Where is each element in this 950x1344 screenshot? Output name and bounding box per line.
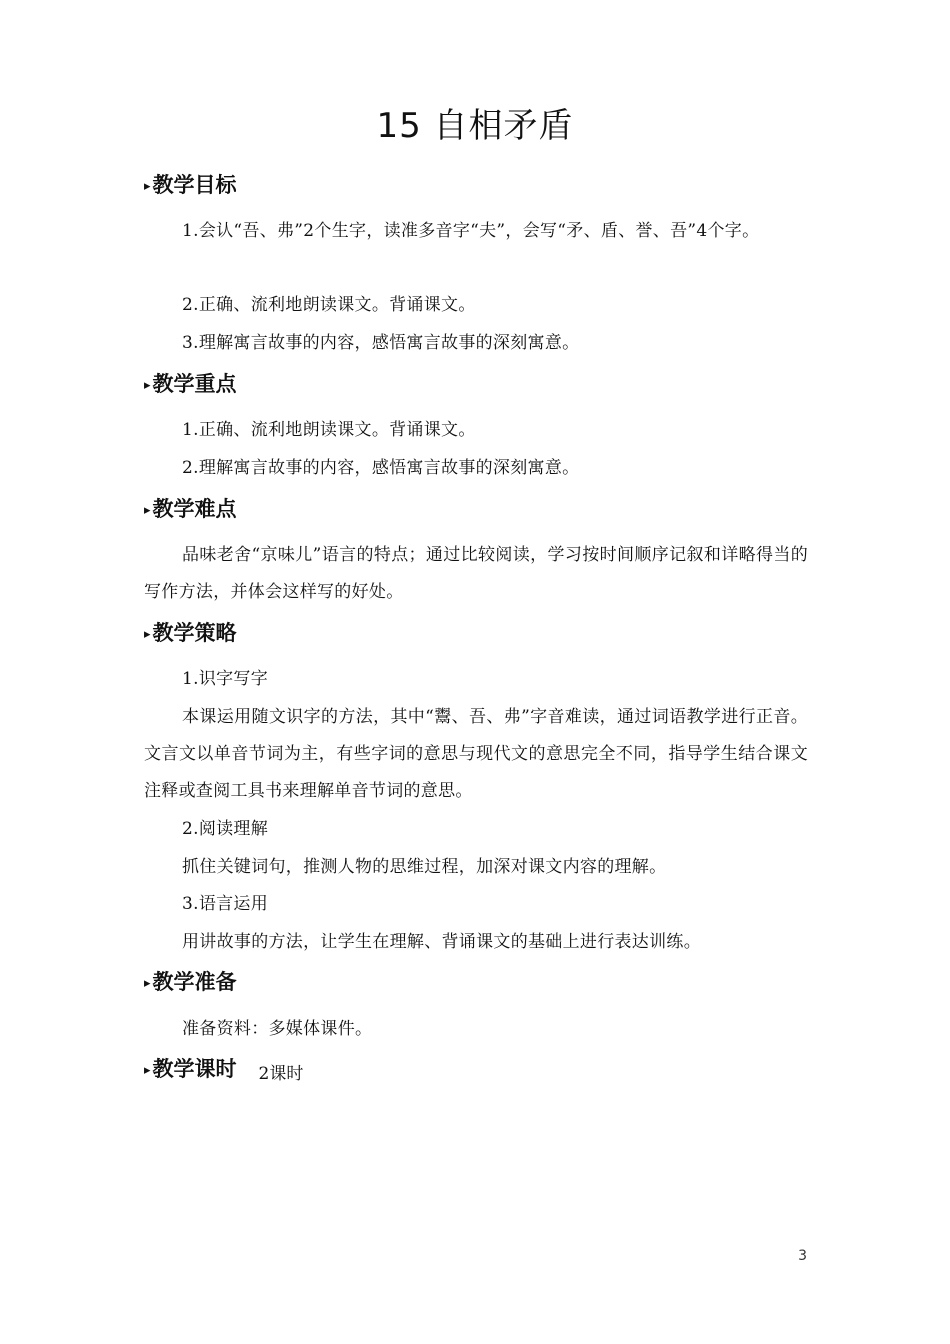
triangle-marker-icon: ▸: [144, 179, 151, 194]
strategy-subheading-2: 2.阅读理解: [182, 819, 269, 839]
difficulties-text: 品味老舍“京味儿”语言的特点；通过比较阅读，学习按时间顺序记叙和详略得当的写作方法，并体会这样写的好处。: [144, 545, 808, 602]
section-heading-difficulties-label: 教学难点: [152, 497, 237, 521]
periods-value: 2课时: [258, 1064, 304, 1084]
section-heading-key-points: [144, 369, 237, 401]
strategy-subheading-1: 1.识字写字: [182, 669, 269, 689]
triangle-marker-icon: ▸: [144, 378, 151, 393]
goal-item-1: 1.会认“吾、弗”2个生字，读准多音字“夫”，会写“矛、盾、誉、吾”4个字。: [182, 221, 760, 241]
strategy-text-3: 用讲故事的方法，让学生在理解、背诵课文的基础上进行表达训练。: [182, 932, 701, 952]
section-heading-strategy-label: 教学策略: [152, 621, 237, 645]
strategy-text-1: 本课运用随文识字的方法，其中“鬻、吾、弗”字音难读，通过词语教学进行正音。文言文以单音节词为主，有些字词的意思与现代文的意思完全不同，指导学生结合课文注释或查阅工具书来理解单音节词的意思。: [144, 707, 808, 801]
section-heading-difficulties: [144, 494, 237, 526]
page-title: 15 自相矛盾: [376, 106, 574, 146]
goal-item-3: 3.理解寓言故事的内容，感悟寓言故事的深刻寓意。: [182, 333, 580, 353]
triangle-marker-icon: ▸: [144, 503, 151, 518]
section-heading-goals: [144, 170, 237, 202]
section-heading-periods: [144, 1054, 303, 1089]
strategy-subheading-3: 3.语言运用: [182, 894, 269, 914]
section-heading-key-points-label: 教学重点: [152, 372, 237, 396]
goal-item-2: 2.正确、流利地朗读课文。背诵课文。: [182, 295, 476, 315]
strategy-text-2: 抓住关键词句，推测人物的思维过程，加深对课文内容的理解。: [182, 857, 667, 877]
section-heading-goals-label: 教学目标: [152, 173, 237, 197]
section-heading-periods-label: 教学课时: [152, 1057, 237, 1081]
triangle-marker-icon: ▸: [144, 1063, 151, 1078]
section-heading-strategy: [144, 618, 237, 650]
page-number: 3: [798, 1248, 807, 1264]
section-heading-preparation-label: 教学准备: [152, 970, 237, 994]
key-point-item-2: 2.理解寓言故事的内容，感悟寓言故事的深刻寓意。: [182, 458, 580, 478]
triangle-marker-icon: ▸: [144, 976, 151, 991]
triangle-marker-icon: ▸: [144, 627, 151, 642]
section-heading-preparation: [144, 967, 237, 999]
preparation-text: 准备资料：多媒体课件。: [182, 1019, 373, 1039]
key-point-item-1: 1.正确、流利地朗读课文。背诵课文。: [182, 420, 476, 440]
